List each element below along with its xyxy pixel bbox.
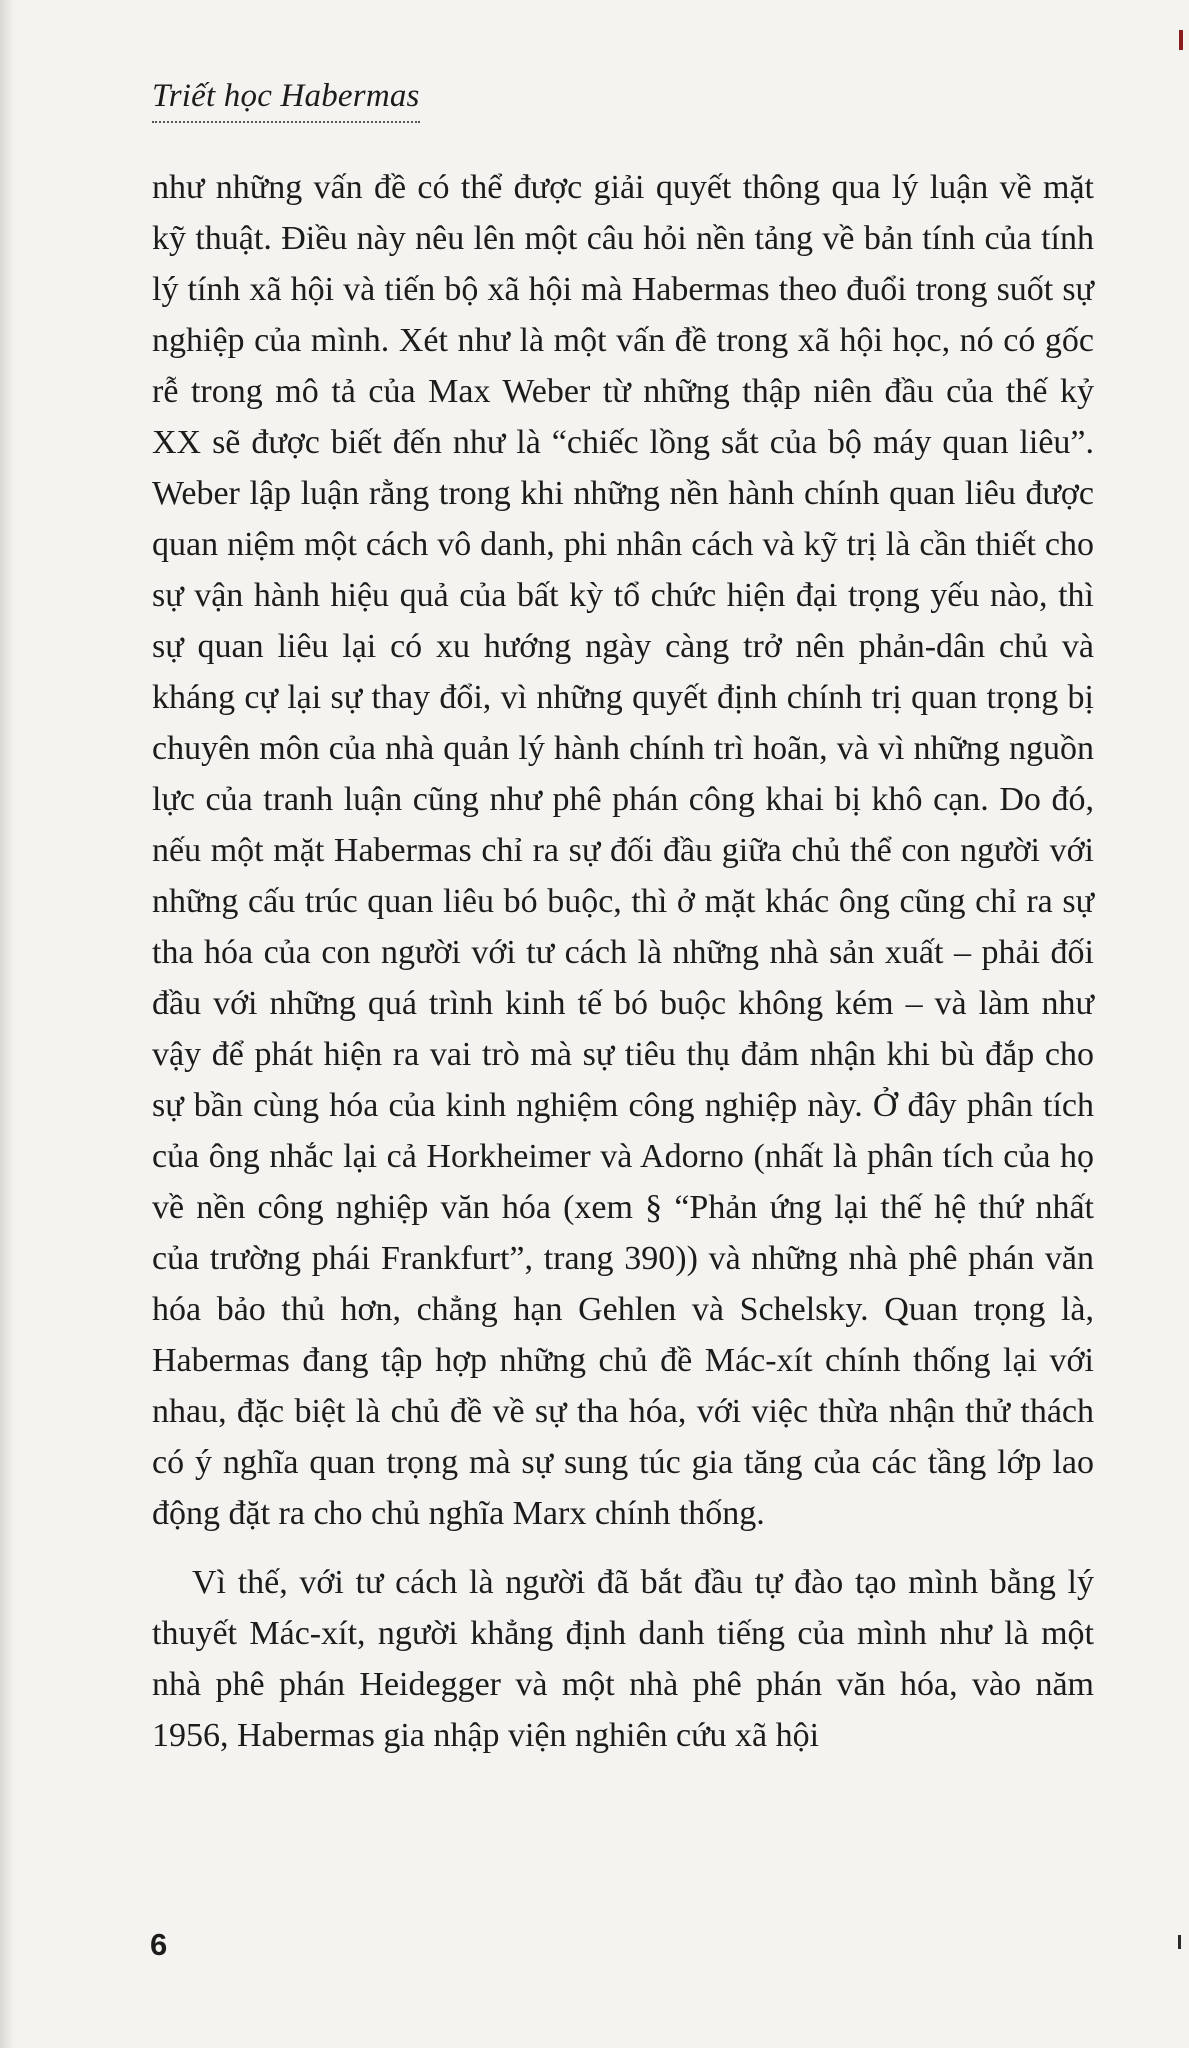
edge-mark (1178, 1935, 1181, 1949)
paragraph-2: Vì thế, với tư cách là người đã bắt đầu tự đào tạo mình bằng lý thuyết Mác-xít, người khẳng định danh tiếng của mình như là một nhà phê phán Heidegger và một nhà phê phán văn hóa, vào năm 1956, Habermas gia nhập viện nghiên cứu xã hội (152, 1564, 1094, 1754)
body-text (152, 162, 1094, 1761)
paragraph-1: như những vấn đề có thể được giải quyết thông qua lý luận về mặt kỹ thuật. Điều này nêu lên một câu hỏi nền tảng về bản tính của tính lý tính xã hội và tiến bộ xã hội mà Habermas theo đuổi trong suốt sự nghiệp của mình. Xét như là một vấn đề trong xã hội học, nó có gốc rễ trong mô tả của Max Weber từ những thập niên đầu của thế kỷ XX sẽ được biết đến như là “chiếc lồng sắt của bộ máy quan liêu”. Weber lập luận rằng trong khi những nền hành chính quan liêu được quan niệm một cách vô danh, phi nhân cách và kỹ trị là cần thiết cho sự vận hành hiệu quả của bất kỳ tổ chức hiện đại trọng yếu nào, thì sự quan liêu lại có xu hướng ngày càng trở nên phản-dân chủ và kháng cự lại sự thay đổi, vì những quyết định chính trị quan trọng bị chuyên môn của nhà quản lý hành chính trì hoãn, và vì những nguồn lực của tranh luận cũng như phê phán công khai bị khô cạn. Do đó, nếu một mặt Habermas chỉ ra sự đối đầu giữa chủ thể con người với những cấu trúc quan liêu bó buộc, thì ở mặt khác ông cũng chỉ ra sự tha hóa của con người với tư cách là những nhà sản xuất – phải đối đầu với những quá trình kinh tế bó buộc không kém – và làm như vậy để phát hiện ra vai trò mà sự tiêu thụ đảm nhận khi bù đắp cho sự bần cùng hóa của kinh nghiệm công nghiệp này. Ở đây phân tích của ông nhắc lại cả Horkheimer và Adorno (nhất là phân tích của họ về nền công nghiệp văn hóa (xem § “Phản ứng lại thế hệ thứ nhất của trường phái Frankfurt”, trang 390)) và những nhà phê phán văn hóa bảo thủ hơn, chẳng hạn Gehlen và Schelsky. Quan trọng là, Habermas đang tập hợp những chủ đề Mác-xít chính thống lại với nhau, đặc biệt là chủ đề về sự tha hóa, với việc thừa nhận thử thách có ý nghĩa quan trọng mà sự sung túc gia tăng của các tầng lớp lao động đặt ra cho chủ nghĩa Marx chính thống. (152, 169, 1094, 1532)
corner-bookmark-mark (1179, 30, 1183, 50)
running-head: Triết học Habermas (152, 78, 420, 123)
page-number: 6 (150, 1927, 168, 1962)
page-gutter-shadow (0, 0, 14, 2048)
